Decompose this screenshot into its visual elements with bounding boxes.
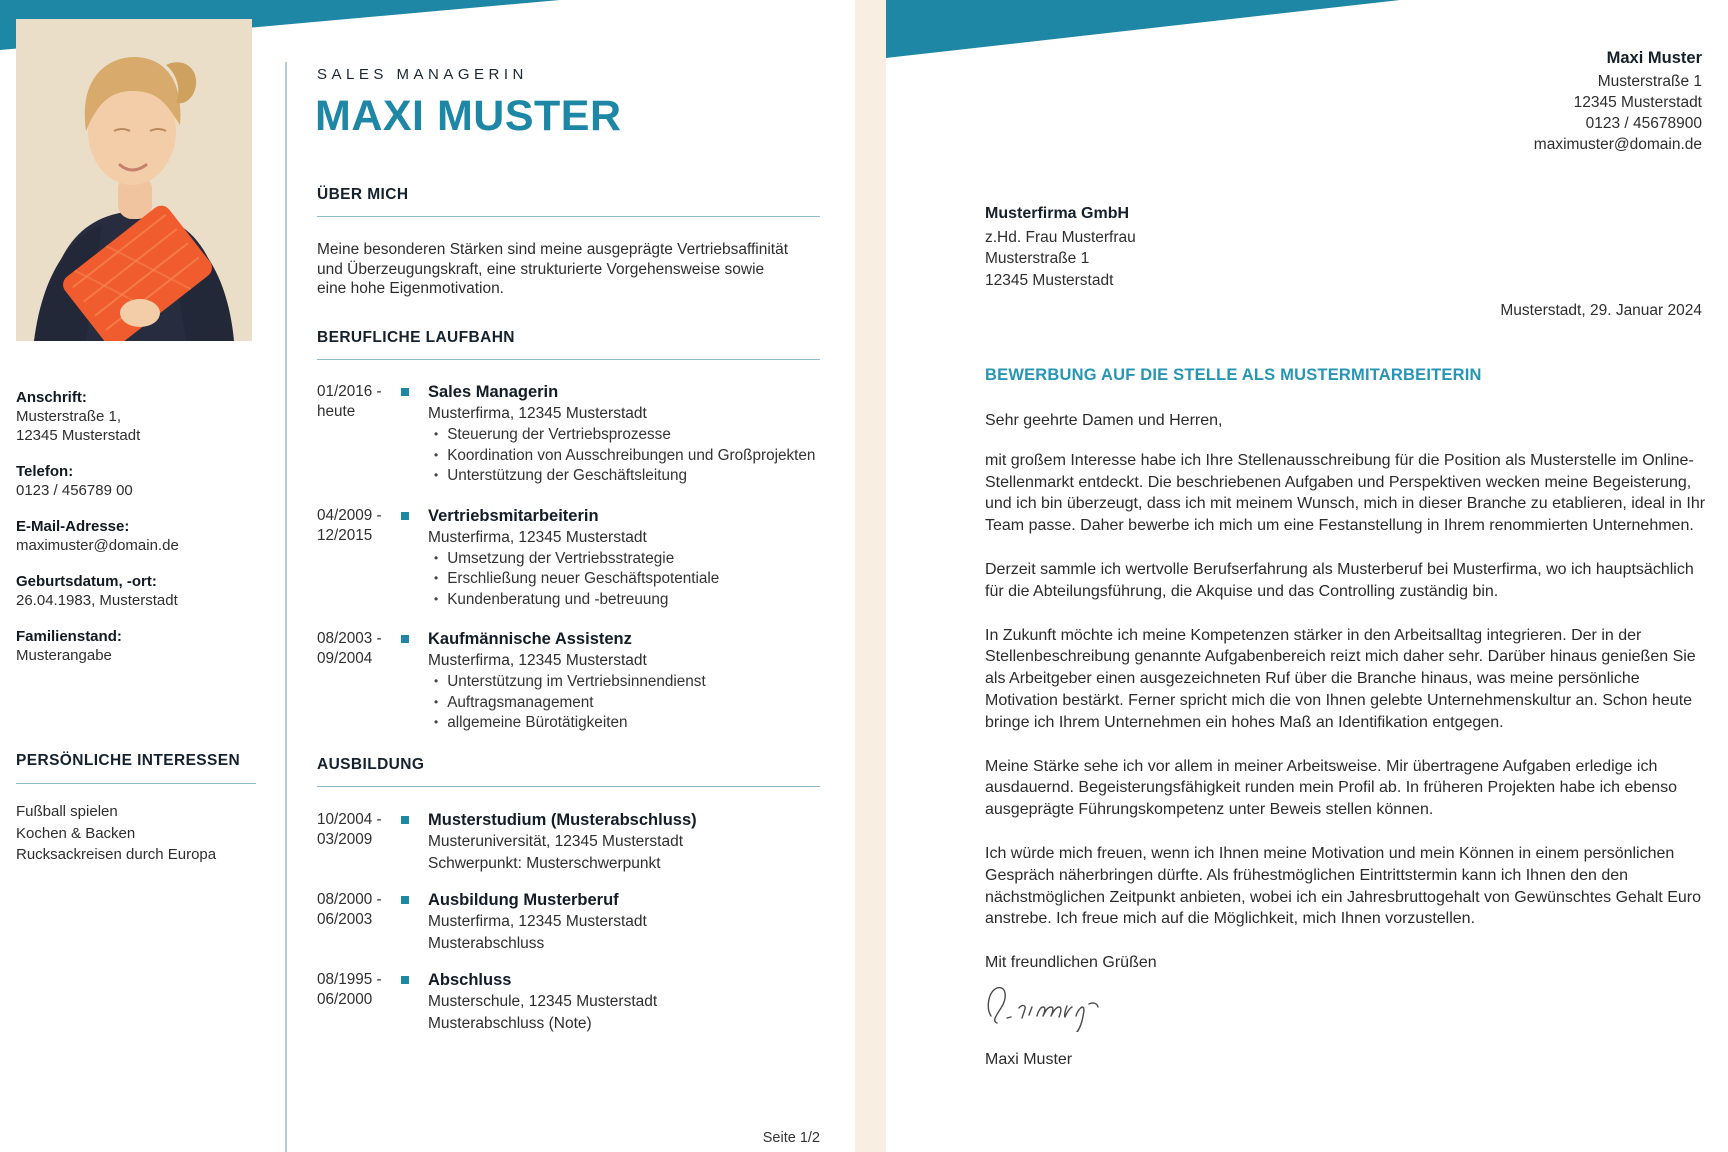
entry-bullets — [434, 672, 820, 734]
contact-group-marital — [16, 627, 268, 665]
interest-item: Kochen & Backen — [16, 824, 136, 842]
contact-group-address — [16, 388, 268, 445]
square-bullet-icon — [401, 635, 409, 643]
section-rule — [317, 786, 820, 787]
signature-image — [981, 978, 1121, 1032]
square-bullet-icon — [401, 512, 409, 520]
contact-label: E-Mail-Adresse: — [16, 518, 130, 535]
entry-dates: 01/2016 - heute — [317, 383, 382, 420]
entry-line: Musteruniversität, 12345 Musterstadt — [428, 833, 684, 850]
entry-dates: 08/2003 - 09/2004 — [317, 630, 382, 667]
entry-title: Abschluss — [428, 971, 512, 989]
letter-paragraph: Meine Stärke sehe ich vor allem in meiner Arbeitsweise. Mir übertragene Aufgaben erledige ich ausdauernd. Begeisterungsfähigkeit runden mein Profil ab. In früheren Projekten habe ich ebenso ausgeprägte Führungskompetenz unter Beweis stellen können. — [985, 757, 1678, 819]
contact-value: 12345 Musterstadt — [16, 427, 141, 444]
contact-group-phone — [16, 462, 268, 500]
square-bullet-icon — [401, 976, 409, 984]
section-interests — [16, 752, 256, 866]
entry-content — [428, 382, 820, 487]
entry-content — [428, 810, 820, 874]
entry-content — [428, 890, 820, 954]
section-about — [317, 186, 820, 217]
section-rule — [16, 783, 256, 784]
contact-group-birth — [16, 572, 268, 610]
contact-value: maximuster@domain.de — [16, 537, 179, 554]
entry-content — [428, 970, 820, 1034]
page-gap — [855, 0, 886, 1152]
entry-bullets — [434, 549, 820, 611]
signature-name: Maxi Muster — [985, 1050, 1073, 1068]
contact-value: 26.04.1983, Musterstadt — [16, 592, 178, 609]
about-text: Meine besonderen Stärken sind meine ausgeprägte Vertriebsaffinität und Überzeugungskraft, eine strukturierte Vorgehensweise sowie eine hohe Eigenmotivation. — [317, 241, 789, 297]
letter-paragraph: Ich würde mich freuen, wenn ich Ihnen meine Motivation und mein Können in einem persönlichen Gespräch näherbringen dürfte. Als frühestmöglichen Eintrittstermin kann ich Ihnen den den nächstmöglichen Zeitpunkt anbieten, wobei ich ein Jahresbruttogehalt von Gewünschtes Gehalt Euro anstrebe. Ich freue mich auf die Möglichkeit, mich Ihnen vorzustellen. — [985, 844, 1701, 928]
square-bullet-icon — [401, 388, 409, 396]
career-title: BERUFLICHE LAUFBAHN — [317, 329, 515, 346]
bullet-item: • allgemeine Bürotätigkeiten — [434, 713, 820, 734]
salutation: Sehr geehrte Damen und Herren, — [985, 412, 1223, 429]
letter-body — [985, 410, 1707, 1071]
sender-line: 12345 Musterstadt — [1573, 94, 1702, 111]
letter-top-banner — [886, 0, 1400, 58]
contact-value: Musterangabe — [16, 647, 112, 664]
bullet-item: • Kundenberatung und -betreuung — [434, 590, 820, 611]
square-bullet-icon — [401, 896, 409, 904]
cv-contact-sidebar — [16, 388, 268, 682]
interests-title: PERSÖNLICHE INTERESSEN — [16, 752, 241, 769]
entry-title: Kaufmännische Assistenz — [428, 630, 632, 648]
contact-value: Musterstraße 1, — [16, 408, 122, 425]
entry-content — [428, 629, 820, 734]
contact-label: Anschrift: — [16, 389, 87, 406]
experience-list — [317, 382, 820, 753]
sender-line: maximuster@domain.de — [1533, 136, 1702, 153]
letter-paragraph: In Zukunft möchte ich meine Kompetenzen stärker in den Arbeitsalltag integrieren. Der in der Stellenbeschreibung genannte Aufgabenbereich reizt mich daher sehr. Darüber hinaus genießen Sie als Arbeitgeber einen ausgezeichneten Ruf über die Branche hinaus, was meine persönliche Motivation bestärkt. Ferner spricht mich die von Ihnen gelebte Unternehmenskultur an. Schon heute bringe ich Ihrem Unternehmen ein hohes Maß an Identifikation entgegen. — [985, 626, 1696, 731]
entry-title: Vertriebsmitarbeiterin — [428, 506, 599, 525]
sender-line: Musterstraße 1 — [1597, 73, 1702, 90]
bullet-item: • Umsetzung der Vertriebsstrategie — [434, 549, 820, 570]
experience-entry — [317, 382, 820, 487]
education-entry — [317, 970, 820, 1034]
entry-line: Musterabschluss — [428, 934, 545, 952]
recipient-company: Musterfirma GmbH — [985, 205, 1130, 222]
profile-photo — [16, 19, 252, 341]
education-entry — [317, 810, 820, 874]
section-rule — [317, 216, 820, 217]
entry-dates: 10/2004 - 03/2009 — [317, 811, 382, 848]
entry-title: Ausbildung Musterberuf — [428, 891, 619, 909]
contact-value: 0123 / 456789 00 — [16, 482, 133, 499]
interest-item: Rucksackreisen durch Europa — [16, 846, 217, 863]
education-entry — [317, 890, 820, 954]
contact-label: Familienstand: — [16, 628, 122, 645]
interest-item: Fußball spielen — [16, 803, 118, 820]
entry-title: Musterstudium (Musterabschluss) — [428, 811, 697, 829]
square-bullet-icon — [401, 816, 409, 824]
contact-label: Geburtsdatum, -ort: — [16, 573, 157, 590]
cv-role-subtitle: SALES MANAGERIN — [317, 66, 528, 83]
entry-bullets — [434, 425, 820, 487]
section-rule — [317, 359, 820, 360]
section-education — [317, 756, 820, 787]
letter-paragraph: mit großem Interesse habe ich Ihre Stellenausschreibung für die Position als Musterstelle im Online-Stellenmarkt entdeckt. Die beschriebenen Aufgaben und Perspektiven wecken meine Begeisterung, und ich bin überzeugt, dass ich mit meinem Wunsch, mich in dieser Branche zu etablieren, ideal in Ihr Team passe. Daher bewerbe ich mich um eine Festanstellung in Ihrem renommierten Unternehmen. — [985, 451, 1706, 535]
recipient-attn: z.Hd. Frau Musterfrau — [985, 228, 1136, 246]
sender-name: Maxi Muster — [1606, 49, 1702, 67]
entry-organization: Musterfirma, 12345 Musterstadt — [428, 652, 647, 669]
cv-name-title: MAXI MUSTER — [315, 92, 622, 140]
entry-line: Musterabschluss (Note) — [428, 1014, 592, 1032]
closing-phrase: Mit freundlichen Grüßen — [985, 954, 1157, 972]
education-title: AUSBILDUNG — [317, 756, 425, 773]
contact-group-email — [16, 517, 268, 555]
experience-entry — [317, 629, 820, 734]
entry-dates: 04/2009 - 12/2015 — [317, 506, 382, 544]
entry-line: Schwerpunkt: Musterschwerpunkt — [428, 854, 661, 872]
entry-organization: Musterfirma, 12345 Musterstadt — [428, 528, 647, 546]
interest-list — [16, 801, 256, 866]
letter-subject: BEWERBUNG AUF DIE STELLE ALS MUSTERMITARBEITERIN — [985, 366, 1482, 384]
bullet-item: • Erschließung neuer Geschäftspotentiale — [434, 569, 820, 590]
entry-title: Sales Managerin — [428, 383, 559, 401]
experience-entry — [317, 506, 820, 611]
bullet-item: • Unterstützung der Geschäftsleitung — [434, 466, 820, 487]
entry-content — [428, 506, 820, 611]
bullet-item: • Unterstützung im Vertriebsinnendienst — [434, 672, 820, 693]
recipient-block — [985, 203, 1136, 291]
entry-line: Musterschule, 12345 Musterstadt — [428, 993, 658, 1010]
bullet-item: • Auftragsmanagement — [434, 693, 820, 714]
education-list — [317, 810, 820, 1050]
sender-line: 0123 / 45678900 — [1585, 115, 1702, 132]
bullet-item: • Koordination von Ausschreibungen und Großprojekten — [434, 446, 820, 467]
letter-paragraph: Derzeit sammle ich wertvolle Berufserfahrung als Musterberuf bei Musterfirma, wo ich hauptsächlich für die Abteilungsführung, die Akquise und das Controlling zuständig bin. — [985, 560, 1694, 600]
page-indicator: Seite 1/2 — [762, 1130, 820, 1146]
recipient-street: Musterstraße 1 — [985, 250, 1090, 267]
entry-dates: 08/2000 - 06/2003 — [317, 891, 382, 928]
letter-date: Musterstadt, 29. Januar 2024 — [1500, 302, 1702, 319]
section-career — [317, 329, 820, 360]
recipient-city: 12345 Musterstadt — [985, 271, 1114, 289]
entry-organization: Musterfirma, 12345 Musterstadt — [428, 405, 647, 422]
bullet-item: • Steuerung der Vertriebsprozesse — [434, 425, 820, 446]
contact-label: Telefon: — [16, 463, 74, 480]
sender-block — [1534, 48, 1702, 155]
entry-line: Musterfirma, 12345 Musterstadt — [428, 913, 647, 930]
entry-dates: 08/1995 - 06/2000 — [317, 971, 382, 1008]
about-title: ÜBER MICH — [317, 186, 409, 203]
cv-column-divider — [285, 62, 287, 1152]
